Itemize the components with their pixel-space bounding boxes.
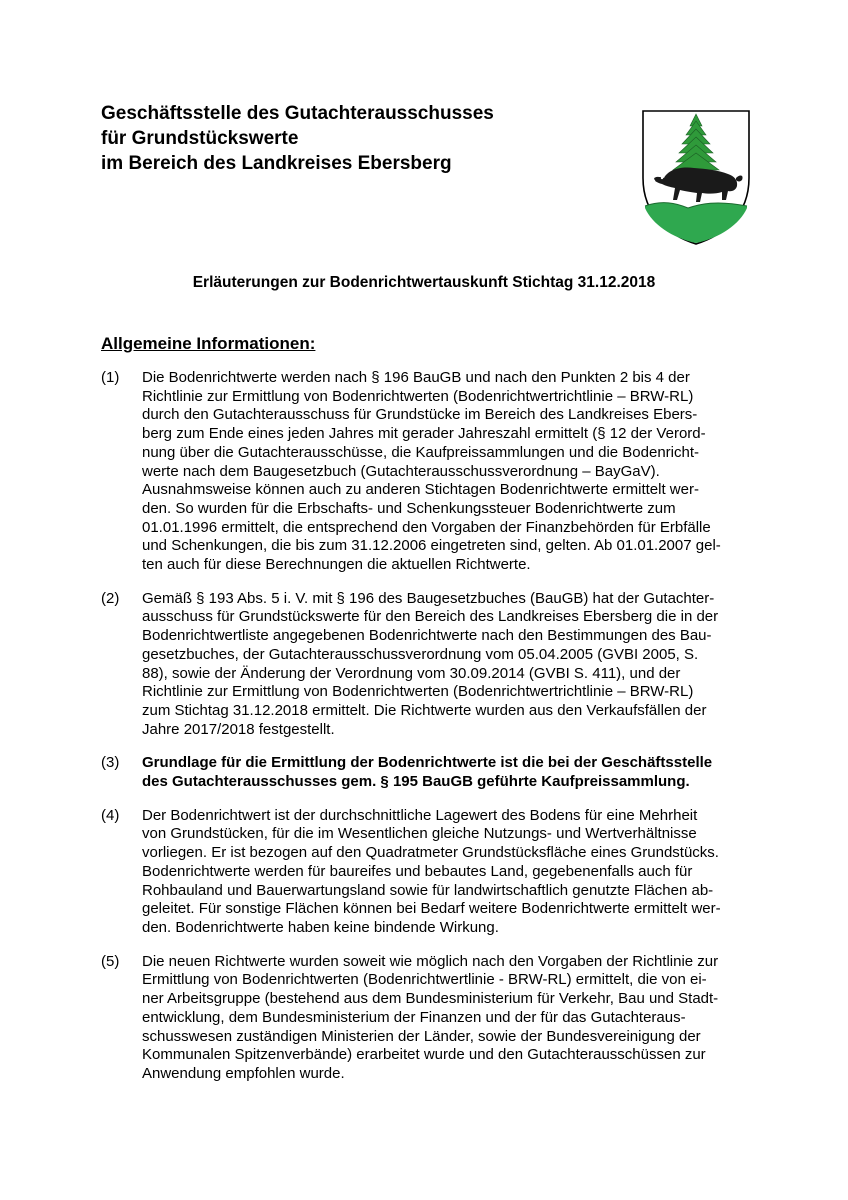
text-line: ausschuss für Grundstückswerte für den Bereich des Landkreises Ebersberg die in der: [142, 608, 719, 626]
item-text: [142, 590, 751, 740]
text-line: durch den Gutachterausschuss für Grundstücke im Bereich des Landkreises Ebers-: [142, 406, 698, 424]
text-line: Richtlinie zur Ermittlung von Bodenrichtwerten (Bodenrichtwertrichtlinie – BRW-RL): [142, 387, 694, 405]
text-line: zum Stichtag 31.12.2018 ermittelt. Die Richtwerte wurden aus den Verkaufsfällen der: [142, 701, 707, 719]
item-number: (4): [101, 806, 120, 824]
numbered-list: [101, 369, 751, 1099]
text-line: Bodenrichtwerte werden für baureifes und bebautes Land, gegebenenfalls auch für: [142, 862, 693, 880]
item-number: (3): [101, 754, 120, 772]
text-line: vorliegen. Er ist bezogen auf den Quadratmeter Grundstücksfläche eines Grundstücks.: [142, 844, 719, 862]
text-line: geleitet. Für sonstige Flächen können bei Bedarf weitere Bodenrichtwerte ermittelt wer-: [142, 900, 721, 918]
text-line: des Gutachterausschusses gem. § 195 BauGB geführte Kaufpreissammlung.: [142, 773, 690, 791]
text-line: schusswesen zuständigen Ministerien der Länder, sowie der Bundesvereinigung der: [142, 1027, 701, 1045]
item-text: [142, 807, 751, 938]
text-line: werte nach dem Baugesetzbuch (Gutachterausschussverordnung – BayGaV).: [142, 462, 660, 480]
text-line: entwicklung, dem Bundesministerium der Finanzen und der für das Gutachteraus-: [142, 1008, 686, 1026]
text-line: Bodenrichtwertliste angegebenen Bodenrichtwerte nach den Bestimmungen des Bau-: [142, 627, 712, 645]
text-line: gesetzbuches, der Gutachterausschussverordnung vom 05.04.2005 (GVBI 2005, S.: [142, 645, 699, 663]
text-line: Die Bodenrichtwerte werden nach § 196 BauGB und nach den Punkten 2 bis 4 der: [142, 369, 690, 386]
text-line: nung über die Gutachterausschüsse, die Kaufpreissammlungen und die Bodenricht-: [142, 443, 700, 461]
item-number: (5): [101, 952, 120, 970]
organization-title-line: im Bereich des Landkreises Ebersberg: [101, 153, 452, 174]
text-line: Ausnahmsweise können auch zu anderen Stichtagen Bodenrichtwerte ermittelt wer-: [142, 481, 699, 499]
item-text: [142, 754, 751, 791]
text-line: Gemäß § 193 Abs. 5 i. V. mit § 196 des Baugesetzbuches (BauGB) hat der Gutachter-: [142, 589, 715, 607]
list-item: [101, 754, 751, 791]
text-line: ten auch für diese Berechnungen die aktuellen Richtwerte.: [142, 556, 531, 574]
item-text: [142, 953, 751, 1084]
text-line: Anwendung empfohlen wurde.: [142, 1064, 345, 1082]
text-line: ner Arbeitsgruppe (bestehend aus dem Bundesministerium für Verkehr, Bau und Stadt-: [142, 990, 719, 1008]
coat-of-arms-icon: [640, 108, 752, 246]
text-line: Jahre 2017/2018 festgestellt.: [142, 720, 335, 738]
item-number: (2): [101, 589, 120, 607]
document-subject: Erläuterungen zur Bodenrichtwertauskunft Stichtag 31.12.2018: [192, 274, 656, 291]
list-item: [101, 953, 751, 1084]
organization-title: [101, 101, 591, 176]
section-heading: Allgemeine Informationen:: [101, 334, 316, 353]
text-line: den. Bodenrichtwerte haben keine bindende Wirkung.: [142, 918, 499, 936]
text-line: 01.01.1996 ermittelt, die entsprechend den Vorgaben der Finanzbehörden für Erbfälle: [142, 518, 711, 536]
text-line: und Schenkungen, die bis zum 31.12.2006 eingetreten sind, gelten. Ab 01.01.2007 gel-: [142, 537, 721, 555]
text-line: Richtlinie zur Ermittlung von Bodenrichtwerten (Bodenrichtwertrichtlinie – BRW-RL): [142, 683, 694, 701]
text-line: den. So wurden für die Erbschafts- und Schenkungssteuer Bodenrichtwerte zum: [142, 499, 676, 517]
text-line: Ermittlung von Bodenrichtwerten (Bodenrichtwertlinie - BRW-RL) ermittelt, die von ei-: [142, 971, 707, 989]
list-item: [101, 369, 751, 575]
list-item: [101, 590, 751, 740]
text-line: Grundlage für die Ermittlung der Bodenrichtwerte ist die bei der Geschäftsstelle: [142, 754, 713, 772]
organization-title-line: für Grundstückswerte: [101, 128, 299, 149]
list-item: [101, 807, 751, 938]
text-line: Der Bodenrichtwert ist der durchschnittliche Lagewert des Bodens für eine Mehrheit: [142, 806, 698, 824]
text-line: Die neuen Richtwerte wurden soweit wie möglich nach den Vorgaben der Richtlinie zur: [142, 952, 719, 970]
item-number: (1): [101, 369, 120, 386]
text-line: von Grundstücken, für die im Wesentlichen gleiche Nutzungs- und Wertverhältnisse: [142, 825, 697, 843]
text-line: Kommunalen Spitzenverbände) erarbeitet wurde und den Gutachterausschüssen zur: [142, 1046, 706, 1064]
text-line: 88), sowie der Änderung der Verordnung vom 30.09.2014 (GVBI S. 411), und der: [142, 664, 681, 682]
item-text: [142, 369, 751, 575]
text-line: Rohbauland und Bauerwartungsland sowie für landwirtschaftlich genutzte Flächen ab-: [142, 881, 714, 899]
text-line: berg zum Ende eines jeden Jahres mit gerader Jahreszahl ermittelt (§ 12 der Verord-: [142, 425, 706, 443]
organization-title-line: Geschäftsstelle des Gutachterausschusses: [101, 103, 494, 124]
